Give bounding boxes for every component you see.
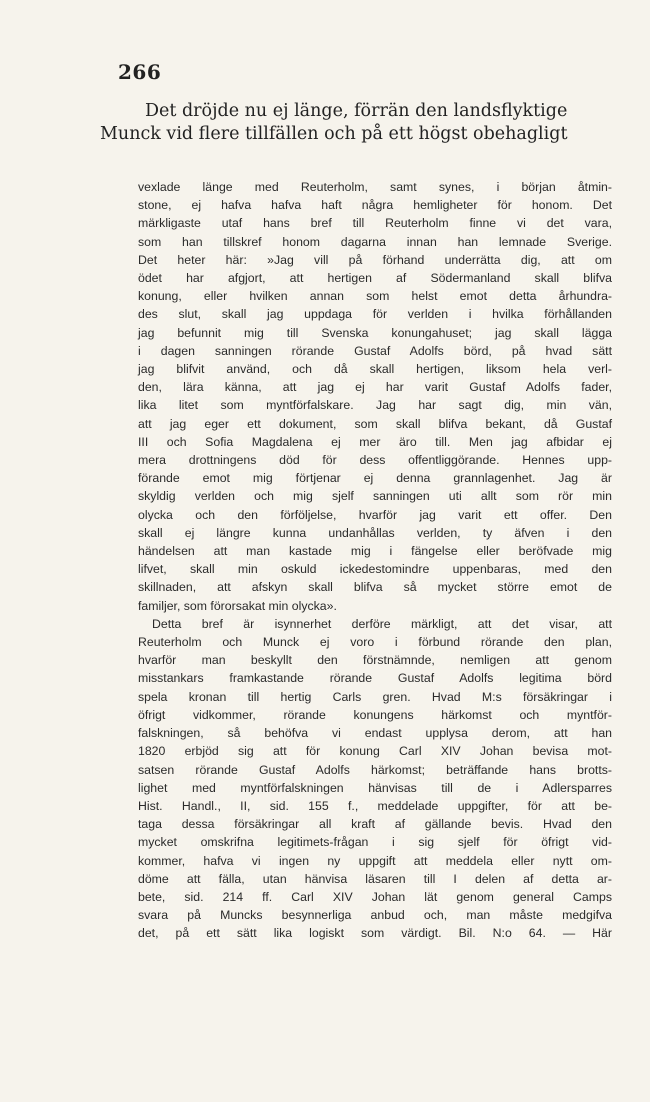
- text-line: jag blifvit använd, och då skall hertigen, liksom hela verl-: [138, 362, 612, 377]
- text-line: stone, ej hafva hafva haft några hemligheter för honom. Det: [138, 198, 612, 213]
- text-line: i dagen sanningen rörande Gustaf Adolfs börd, på hvad sätt: [138, 343, 612, 358]
- text-line: skyldig verlden och mig sjelf sanningen uti allt som rör min: [138, 489, 612, 504]
- heading-line-2: Munck vid flere tillfällen och på ett högst obehagligt: [100, 124, 568, 144]
- body-text: [138, 178, 612, 943]
- text-line: lighet med myntförfalskningen hänvisas till de i Adlersparres: [138, 780, 612, 795]
- text-line: mera drottningens död för dess offentliggörande. Hennes upp-: [138, 453, 612, 468]
- text-line: Det heter här: »Jag vill på förhand underrätta dig, att om: [138, 252, 612, 267]
- text-line: den, lära känna, att jag ej har varit Gustaf Adolfs fader,: [138, 380, 612, 395]
- text-line: jag befunnit mig till Svenska konungahuset; jag skall lägga: [138, 325, 612, 340]
- text-line: Detta bref är isynnerhet derföre märkligt, att det visar, att: [152, 616, 612, 631]
- text-line: 1820 erbjöd sig att för konung Carl XIV Johan bevisa mot-: [138, 744, 612, 759]
- text-line: mycket omskrifna legitimets-frågan i sig sjelf för öfrigt vid-: [138, 835, 612, 850]
- text-line: misstankars framkastande rörande Gustaf Adolfs legitima börd: [138, 671, 612, 686]
- text-line: vexlade länge med Reuterholm, samt synes, i början åtmin-: [138, 180, 612, 194]
- text-line: det, på ett sätt lika logiskt som värdigt. Bil. N:o 64. — Här: [138, 926, 612, 941]
- page-heading: [100, 100, 568, 146]
- text-line: märkligaste utaf hans bref till Reuterholm finne vi det vara,: [138, 216, 612, 231]
- text-line: lika litet som myntförfalskare. Jag har sagt dig, min vän,: [138, 398, 612, 413]
- text-line: III och Sofia Magdalena ej mer äro till. Men jag afbidar ej: [138, 434, 612, 449]
- page-number: 266: [118, 60, 162, 84]
- text-line: att jag eger ett dokument, som skall blifva bekant, då Gustaf: [138, 416, 612, 431]
- text-line: svara på Muncks besynnerliga anbud och, man måste medgifva: [138, 908, 612, 923]
- text-line: öfrigt vidkommer, rörande konungens härkomst och myntför-: [138, 707, 612, 722]
- text-line: hvarför man beskyllt den förstnämnde, nemligen att genom: [138, 653, 612, 668]
- text-line: Hist. Handl., II, sid. 155 f., meddelade uppgifter, för att be-: [138, 798, 612, 813]
- text-line: bete, sid. 214 ff. Carl XIV Johan lät genom general Camps: [138, 889, 612, 904]
- text-line: familjer, som förorsakat min olycka».: [138, 598, 337, 613]
- text-line: Reuterholm och Munck ej voro i förbund rörande den plan,: [138, 635, 612, 650]
- text-line: förande emot mig förtjenar ej denna grannlagenhet. Jag är: [138, 471, 612, 486]
- text-line: som han tillskref honom dagarna innan han lemnade Sverige.: [138, 234, 612, 249]
- text-line: kommer, hafva vi ingen ny uppgift att meddela eller nytt om-: [138, 853, 612, 868]
- text-line: skall ej längre kunna undanhållas verlden, ty äfven i den: [138, 525, 612, 540]
- text-line: des slut, skall jag uppdaga för verlden i hvilka förhållanden: [138, 307, 612, 322]
- text-line: händelsen att man kastade mig i fängelse eller beröfvade mig: [138, 544, 612, 559]
- text-line: falskningen, så behöfva vi endast upplysa derom, att han: [138, 726, 612, 741]
- text-line: taga dessa försäkringar all kraft af gällande bevis. Hvad den: [138, 817, 612, 832]
- text-line: lifvet, skall min oskuld ickedestomindre uppenbaras, med den: [138, 562, 612, 577]
- text-line: ödet har afgjort, att hertigen af Södermanland skall blifva: [138, 271, 612, 286]
- text-line: satsen rörande Gustaf Adolfs härkomst; beträffande hans brotts-: [138, 762, 612, 777]
- heading-line-1: Det dröjde nu ej länge, förrän den landsflyktige: [145, 101, 568, 121]
- text-line: olycka och den förföljelse, hvarför jag varit ett offer. Den: [138, 507, 612, 522]
- text-line: spela kronan till hertig Carls gren. Hvad M:s försäkringar i: [138, 689, 612, 704]
- text-line: döme att fälla, utan hänvisa läsaren till I delen af detta ar-: [138, 871, 612, 886]
- text-line: skillnaden, att afskyn skall blifva så mycket större emot de: [138, 580, 612, 595]
- text-line: konung, eller hvilken annan som helst emot detta århundra-: [138, 289, 612, 304]
